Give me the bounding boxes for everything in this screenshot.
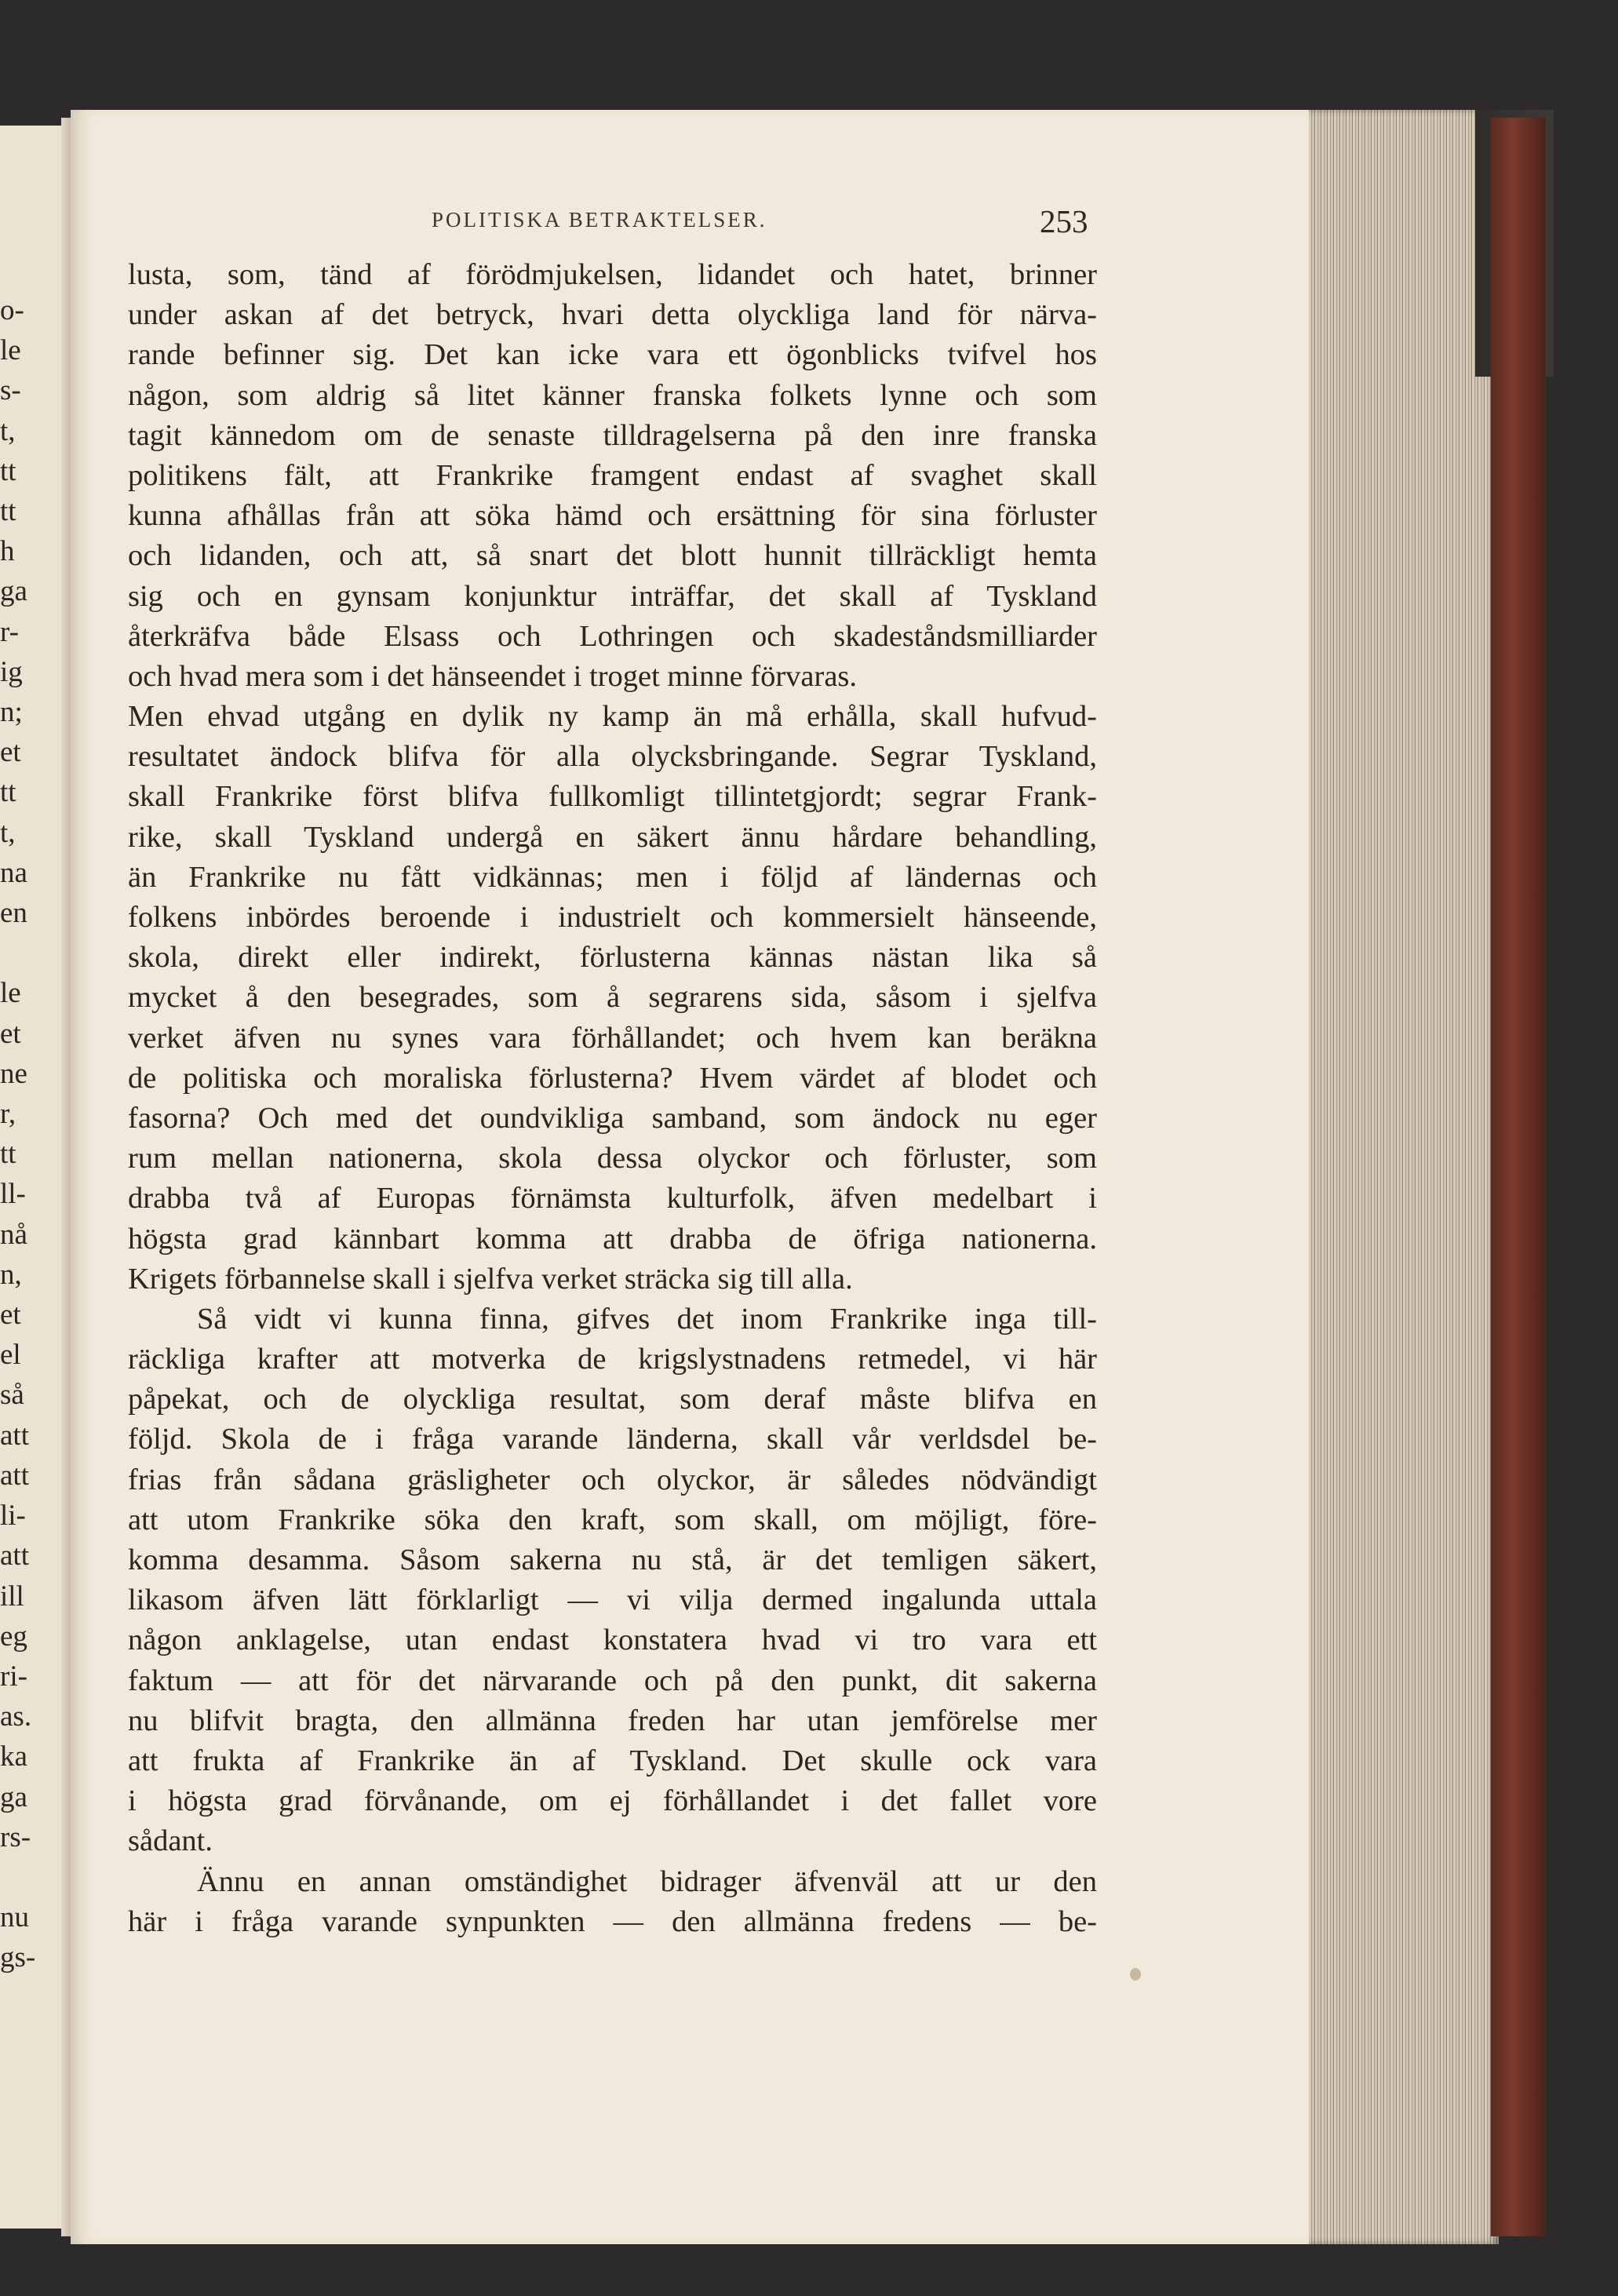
- text-line: politikens fält, att Frankrike framgent endast af svaghet skall: [128, 458, 1097, 492]
- text-line: Ännu en annan omständighet bidrager äfvenväl att ur den: [197, 1864, 1097, 1898]
- text-line: rike, skall Tyskland undergå en säkert ännu hårdare behandling,: [128, 820, 1097, 854]
- text-line: här i fråga varande synpunkten — den allmänna fredens — be-: [128, 1904, 1097, 1938]
- text-line: verket äfven nu synes vara förhållandet; och hvem kan beräkna: [128, 1021, 1097, 1055]
- text-line: faktum — att för det närvarande och på den punkt, dit sakerna: [128, 1664, 1097, 1697]
- text-line: Men ehvad utgång en dylik ny kamp än må erhålla, skall hufvud-: [128, 700, 1097, 734]
- text-line: rande befinner sig. Det kan icke vara ett ögonblicks tvifvel hos: [128, 338, 1097, 372]
- page-edges: [1309, 110, 1499, 2244]
- text-line: kunna afhållas från att söka hämd och ersättning för sina förluster: [128, 499, 1097, 533]
- running-head: POLITISKA BETRAKTELSER.: [432, 208, 767, 231]
- text-line: någon anklagelse, utan endast konstatera hvad vi tro vara ett: [128, 1624, 1097, 1657]
- text-line: drabba två af Europas förnämsta kulturfolk, äfven medelbart i: [128, 1182, 1097, 1215]
- text-line: rum mellan nationerna, skola dessa olyckor och förluster, som: [128, 1142, 1097, 1175]
- page-number: 253: [1040, 203, 1088, 239]
- text-line: i högsta grad förvånande, om ej förhållandet i det fallet vore: [128, 1784, 1097, 1818]
- text-line: skall Frankrike först blifva fullkomligt tillintetgjordt; segrar Frank-: [128, 780, 1097, 814]
- paper-stain: [1130, 1968, 1141, 1981]
- text-line: resultatet ändock blifva för alla olycksbringande. Segrar Tyskland,: [128, 740, 1097, 774]
- text-line: någon, som aldrig så litet känner franska folkets lynne och som: [128, 378, 1097, 412]
- text-line: sig och en gynsam konjunktur inträffar, det skall af Tyskland: [128, 579, 1097, 613]
- body-text: [128, 255, 1097, 1942]
- left-page-fragments: o- le s- t, tt tt h ga r- ig n; et tt t, na en le et ne r, tt ll- nå n, et el så att att li- att ill eg ri- as. ka ga rs- nu gs-: [0, 294, 36, 1974]
- text-line: att utom Frankrike söka den kraft, som skall, om möjligt, före-: [128, 1503, 1097, 1536]
- text-line: de politiska och moraliska förlusterna? Hvem värdet af blodet och: [128, 1061, 1097, 1095]
- text-line: räckliga krafter att motverka de krigslystnadens retmedel, vi här: [128, 1343, 1097, 1376]
- text-line: skola, direkt eller indirekt, förlusterna kännas nästan lika så: [128, 941, 1097, 975]
- text-line: likasom äfven lätt förklarligt — vi vilja dermed ingalunda uttala: [128, 1584, 1097, 1617]
- text-line: och hvad mera som i det hänseendet i troget minne förvaras.: [128, 659, 858, 693]
- text-line: tagit kännedom om de senaste tilldragelserna på den inre franska: [128, 418, 1097, 452]
- text-line: och lidanden, och att, så snart det blott hunnit tillräckligt hemta: [128, 539, 1097, 573]
- text-line: påpekat, och de olyckliga resultat, som deraf måste blifva en: [128, 1383, 1097, 1416]
- text-line: än Frankrike nu fått vidkännas; men i följd af ländernas och: [128, 860, 1097, 894]
- text-line: att frukta af Frankrike än af Tyskland. Det skulle ock vara: [128, 1744, 1097, 1777]
- text-line: högsta grad kännbart komma att drabba de öfriga nationerna.: [128, 1222, 1097, 1256]
- book-cover: [1491, 118, 1546, 2236]
- text-line: följd. Skola de i fråga varande länderna, skall vår verldsdel be-: [128, 1423, 1097, 1456]
- text-line: Så vidt vi kunna finna, gifves det inom Frankrike inga till-: [197, 1302, 1097, 1336]
- text-line: frias från sådana gräsligheter och olyckor, är således nödvändigt: [128, 1463, 1097, 1496]
- text-line: fasorna? Och med det oundvikliga samband, som ändock nu eger: [128, 1101, 1097, 1135]
- text-line: under askan af det betryck, hvari detta olyckliga land för närva-: [128, 298, 1097, 332]
- text-line: folkens inbördes beroende i industrielt och kommersielt hänseende,: [128, 901, 1097, 934]
- text-line: sådant.: [128, 1824, 213, 1858]
- text-line: Krigets förbannelse skall i sjelfva verket sträcka sig till alla.: [128, 1262, 853, 1296]
- text-line: mycket å den besegrades, som å segrarens sida, såsom i sjelfva: [128, 981, 1097, 1015]
- text-line: komma desamma. Såsom sakerna nu stå, är det temligen säkert,: [128, 1543, 1097, 1576]
- text-line: lusta, som, tänd af förödmjukelsen, lidandet och hatet, brinner: [128, 258, 1097, 291]
- text-line: nu blifvit bragta, den allmänna freden har utan jemförelse mer: [128, 1704, 1097, 1737]
- text-line: återkräfva både Elsass och Lothringen och skadeståndsmilliarder: [128, 619, 1097, 653]
